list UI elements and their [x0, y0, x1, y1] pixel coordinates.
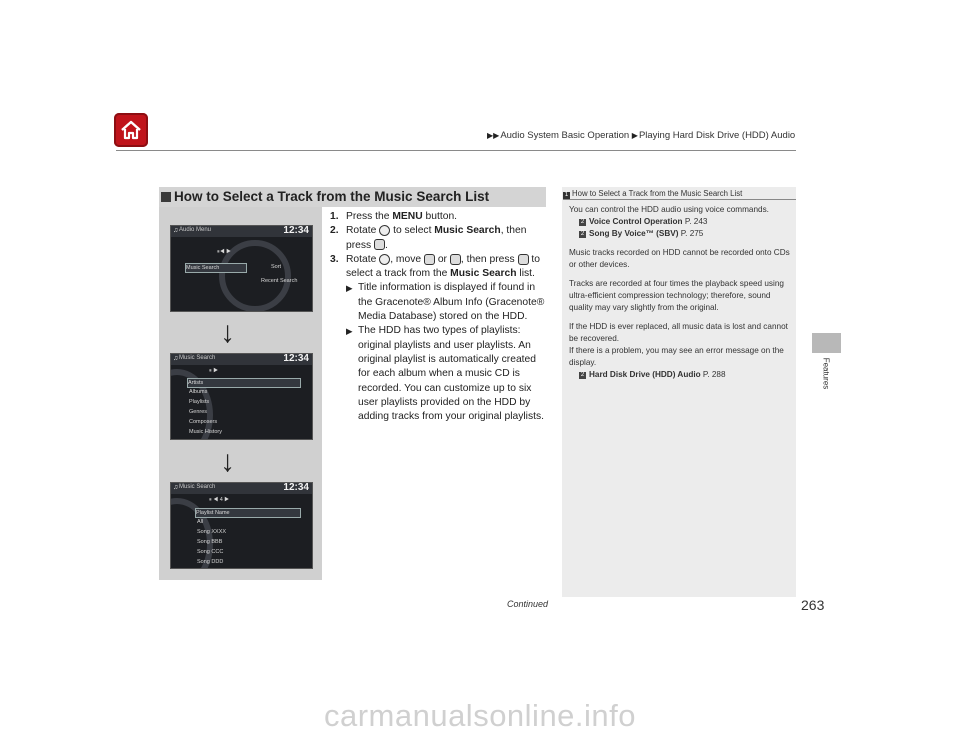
press-knob-icon: [518, 254, 529, 265]
list-item: Song CCC: [197, 549, 224, 555]
step-text: Press the: [346, 211, 393, 222]
step-text: button.: [422, 211, 458, 222]
side-note-divider: [563, 199, 796, 200]
side-note-body: [569, 204, 791, 388]
down-arrow-icon: ↓: [220, 316, 235, 349]
step-text: , then press: [346, 225, 527, 251]
screen-audio-menu: [170, 225, 313, 312]
step-text: Rotate: [346, 225, 380, 237]
menu-button-label: MENU: [392, 211, 423, 222]
breadcrumb-item-page[interactable]: Playing Hard Disk Drive (HDD) Audio: [638, 130, 796, 141]
reference-page: P. 288: [700, 370, 726, 379]
step-3: [330, 253, 550, 282]
list-item: Song XXXX: [197, 529, 227, 535]
step-2: 2. Rotate to select Music Search, then press .: [330, 225, 527, 251]
note-paragraph: [569, 204, 791, 240]
note-paragraph: [569, 345, 791, 381]
step-text: , then press: [460, 253, 518, 265]
screen-title: Music Search: [179, 484, 216, 490]
heading-square-icon: [161, 192, 171, 202]
list-item: Song DDD: [197, 559, 224, 565]
screen-clock: 12:34: [283, 482, 309, 493]
screen-clock: 12:34: [283, 225, 309, 236]
list-item: Composers: [189, 419, 218, 425]
list-item: Genres: [189, 409, 208, 415]
screen-play-controls: ⏸◀ ▶: [217, 249, 232, 255]
menu-item-music-search: Music Search: [185, 263, 247, 273]
music-note-icon: ♫: [173, 355, 179, 362]
side-note-title: How to Select a Track from the Music Search List: [572, 189, 743, 198]
screen-music-search: [170, 353, 313, 440]
step-text: to select: [393, 225, 435, 237]
note-text: You can control the HDD audio using voice commands.: [569, 205, 769, 214]
move-right-icon: [450, 254, 461, 265]
reference-icon: 2: [580, 372, 585, 378]
note-text: If there is a problem, you may see an error message on the display.: [569, 346, 784, 367]
menu-item-recent-search: Recent Search: [261, 278, 298, 284]
screen-title-bar: [171, 354, 312, 365]
side-tab-label: Features: [821, 357, 831, 390]
press-knob-icon: [374, 239, 385, 250]
triangle-bullet-icon: ▶: [346, 326, 353, 337]
reference-icon: 2: [580, 231, 585, 237]
list-item: Artists: [187, 378, 301, 388]
continued-label: Continued: [507, 599, 549, 609]
list-item: Song BBB: [197, 539, 223, 545]
list-item: Playlists: [189, 399, 210, 405]
home-icon: [119, 118, 143, 142]
note-paragraph: If the HDD is ever replaced, all music data is lost and cannot be recovered.: [569, 322, 788, 343]
step-text: or: [434, 253, 450, 265]
section-title: How to Select a Track from the Music Search List: [174, 189, 490, 204]
step-text: Rotate: [346, 253, 380, 265]
list-item: Music History: [189, 429, 223, 435]
music-search-label: Music Search: [434, 225, 501, 237]
cross-reference-link[interactable]: [569, 217, 707, 226]
note-paragraph: Tracks are recorded at four times the playback speed using ultra-efficient compression technology; therefore, sound quality may vary slightly from the original.: [569, 279, 784, 312]
reference-page: P. 243: [682, 217, 708, 226]
music-search-label: Music Search: [450, 268, 517, 280]
reference-title: Song By Voice™ (SBV): [589, 229, 679, 238]
instruction-steps: [330, 210, 550, 424]
reference-icon: 2: [580, 219, 585, 225]
reference-title: Hard Disk Drive (HDD) Audio: [589, 370, 701, 379]
list-item: Albums: [189, 389, 208, 395]
screen-title-bar: [171, 226, 312, 237]
step-note-text: Title information is displayed if found in the Gracenote® Album Info (Gracenote® Media Database) stored on the HDD.: [358, 282, 545, 323]
triangle-bullet-icon: ▶: [346, 283, 353, 294]
step-3-note-2: [330, 324, 550, 424]
step-text: list.: [516, 268, 535, 280]
cross-reference-link[interactable]: [569, 370, 726, 379]
breadcrumb-arrow-icon: ▶: [631, 131, 638, 140]
section-heading: [159, 187, 546, 207]
step-1: [330, 210, 550, 224]
down-arrow-icon: ↓: [220, 445, 235, 478]
step-note-text: The HDD has two types of playlists: original playlists and user playlists. An original playlist is automatically created for each album when a music CD is recorded. You can customize up to six user playlists provided on the HDD by adding tracks from your original playlists.: [358, 325, 544, 423]
cross-reference-link[interactable]: [569, 229, 703, 238]
step-number: 1.: [330, 211, 339, 222]
step-text: , move: [390, 253, 424, 265]
rotate-knob-icon: [379, 225, 390, 236]
step-3-note-1: [330, 281, 550, 324]
breadcrumb: [487, 130, 795, 141]
breadcrumb-arrow-icon: ▶▶: [487, 131, 500, 140]
breadcrumb-item-section[interactable]: Audio System Basic Operation: [500, 130, 630, 141]
side-tab[interactable]: [816, 355, 836, 395]
screen-play-controls: ⏸ ◀ 4 ▶: [209, 497, 230, 503]
list-item: Playlist Name: [195, 508, 301, 518]
screen-play-controls: ⏸ ▶: [209, 368, 219, 374]
rotate-knob-icon: [379, 254, 390, 265]
step-number: 2.: [330, 225, 339, 237]
music-note-icon: ♫: [173, 484, 179, 491]
screen-playlist: [170, 482, 313, 569]
side-note-heading: [563, 189, 742, 199]
menu-item-sort: Sort: [271, 264, 282, 270]
watermark: carmanualsonline.info: [323, 698, 637, 733]
screen-clock: 12:34: [283, 353, 309, 364]
screen-title: Audio Menu: [179, 227, 212, 233]
note-paragraph: Music tracks recorded on HDD cannot be recorded onto CDs or other devices.: [569, 248, 790, 269]
step-number: 3.: [330, 253, 339, 265]
screen-title: Music Search: [179, 355, 216, 361]
reference-title: Voice Control Operation: [589, 217, 683, 226]
home-button[interactable]: [114, 113, 148, 147]
screen-title-bar: [171, 483, 312, 494]
note-marker-icon: 1: [564, 192, 569, 198]
list-item: All: [197, 519, 204, 525]
move-left-icon: [424, 254, 435, 265]
music-note-icon: ♫: [173, 227, 179, 234]
page-number: 263: [801, 597, 825, 613]
step-text: to select a track from the: [346, 253, 540, 280]
side-tab-marker: [812, 333, 841, 353]
header-divider: [116, 150, 796, 151]
reference-page: P. 275: [678, 229, 704, 238]
